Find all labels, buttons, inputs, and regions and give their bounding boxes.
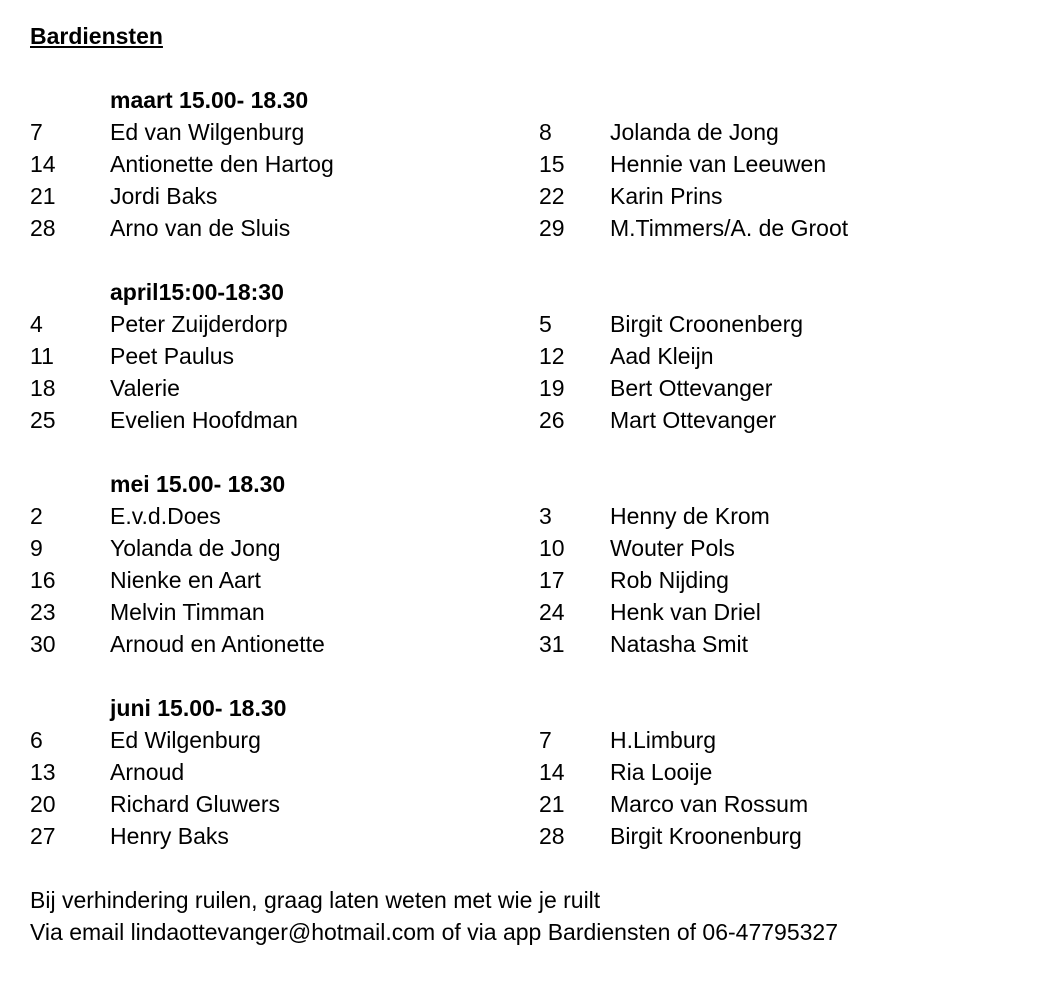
- volunteer-name: Natasha Smit: [610, 631, 749, 657]
- day-number: 21: [539, 791, 565, 817]
- day-number: 29: [539, 215, 565, 241]
- month-section: [30, 84, 1040, 244]
- volunteer-name: Rob Nijding: [610, 567, 729, 593]
- day-number: 22: [539, 183, 565, 209]
- day-number: 18: [30, 375, 56, 401]
- footer-line-contact: Via email lindaottevanger@hotmail.com of via app Bardiensten of 06-47795327: [30, 919, 838, 945]
- volunteer-name: Richard Gluwers: [110, 791, 280, 817]
- day-number: 13: [30, 759, 56, 785]
- month-section: [30, 692, 1040, 852]
- volunteer-name: Arno van de Sluis: [110, 215, 291, 241]
- day-number: 3: [539, 503, 552, 529]
- volunteer-name: Arnoud en Antionette: [110, 631, 325, 657]
- day-number: 28: [539, 823, 565, 849]
- volunteer-name: Henny de Krom: [610, 503, 770, 529]
- schedule-list: [30, 84, 1040, 852]
- footer-notes: [30, 884, 1040, 948]
- volunteer-name: Valerie: [110, 375, 180, 401]
- day-number: 6: [30, 727, 43, 753]
- day-number: 12: [539, 343, 565, 369]
- day-number: 10: [539, 535, 565, 561]
- volunteer-name: Karin Prins: [610, 183, 723, 209]
- footer-line-swap: Bij verhindering ruilen, graag laten weten met wie je ruilt: [30, 887, 601, 913]
- volunteer-name: Henry Baks: [110, 823, 229, 849]
- day-number: 8: [539, 119, 552, 145]
- volunteer-name: Wouter Pols: [610, 535, 735, 561]
- volunteer-name: Evelien Hoofdman: [110, 407, 298, 433]
- volunteer-name: Henk van Driel: [610, 599, 761, 625]
- volunteer-name: Nienke en Aart: [110, 567, 261, 593]
- volunteer-name: Yolanda de Jong: [110, 535, 281, 561]
- volunteer-name: Jordi Baks: [110, 183, 218, 209]
- volunteer-name: Antionette den Hartog: [110, 151, 334, 177]
- schedule-row: [30, 116, 1040, 148]
- day-number: 14: [30, 151, 56, 177]
- day-number: 4: [30, 311, 43, 337]
- day-number: 11: [30, 343, 54, 369]
- schedule-row: [30, 724, 1040, 756]
- schedule-row: [30, 596, 1040, 628]
- day-number: 31: [539, 631, 565, 657]
- day-number: 5: [539, 311, 552, 337]
- schedule-row: [30, 308, 1040, 340]
- schedule-row: [30, 756, 1040, 788]
- volunteer-name: Ria Looije: [610, 759, 713, 785]
- volunteer-name: Arnoud: [110, 759, 185, 785]
- schedule-row: [30, 820, 1040, 852]
- day-number: 21: [30, 183, 56, 209]
- document-page: [30, 20, 1040, 948]
- month-section: [30, 276, 1040, 436]
- schedule-row: [30, 500, 1040, 532]
- volunteer-name: Bert Ottevanger: [610, 375, 773, 401]
- volunteer-name: Jolanda de Jong: [610, 119, 779, 145]
- day-number: 9: [30, 535, 43, 561]
- volunteer-name: M.Timmers/A. de Groot: [610, 215, 849, 241]
- schedule-row: [30, 180, 1040, 212]
- day-number: 15: [539, 151, 565, 177]
- volunteer-name: Marco van Rossum: [610, 791, 809, 817]
- volunteer-name: Birgit Croonenberg: [610, 311, 804, 337]
- volunteer-name: Ed Wilgenburg: [110, 727, 261, 753]
- schedule-row: [30, 628, 1040, 660]
- day-number: 7: [30, 119, 43, 145]
- day-number: 20: [30, 791, 56, 817]
- day-number: 19: [539, 375, 565, 401]
- month-header: maart 15.00- 18.30: [110, 87, 309, 113]
- volunteer-name: Peet Paulus: [110, 343, 235, 369]
- schedule-row: [30, 212, 1040, 244]
- schedule-row: [30, 404, 1040, 436]
- volunteer-name: Peter Zuijderdorp: [110, 311, 288, 337]
- day-number: 26: [539, 407, 565, 433]
- day-number: 28: [30, 215, 56, 241]
- volunteer-name: Birgit Kroonenburg: [610, 823, 802, 849]
- volunteer-name: Melvin Timman: [110, 599, 265, 625]
- day-number: 25: [30, 407, 56, 433]
- volunteer-name: Aad Kleijn: [610, 343, 714, 369]
- day-number: 24: [539, 599, 565, 625]
- volunteer-name: H.Limburg: [610, 727, 717, 753]
- month-header: juni 15.00- 18.30: [110, 695, 287, 721]
- volunteer-name: E.v.d.Does: [110, 503, 221, 529]
- schedule-row: [30, 788, 1040, 820]
- schedule-row: [30, 532, 1040, 564]
- volunteer-name: Mart Ottevanger: [610, 407, 777, 433]
- day-number: 27: [30, 823, 56, 849]
- schedule-row: [30, 372, 1040, 404]
- schedule-row: [30, 340, 1040, 372]
- month-header: april15:00-18:30: [110, 279, 284, 305]
- document-title: Bardiensten: [30, 23, 163, 49]
- day-number: 30: [30, 631, 56, 657]
- day-number: 17: [539, 567, 565, 593]
- day-number: 7: [539, 727, 552, 753]
- month-header: mei 15.00- 18.30: [110, 471, 286, 497]
- schedule-row: [30, 564, 1040, 596]
- schedule-row: [30, 148, 1040, 180]
- month-section: [30, 468, 1040, 660]
- day-number: 14: [539, 759, 565, 785]
- volunteer-name: Ed van Wilgenburg: [110, 119, 305, 145]
- day-number: 23: [30, 599, 56, 625]
- day-number: 16: [30, 567, 56, 593]
- day-number: 2: [30, 503, 43, 529]
- volunteer-name: Hennie van Leeuwen: [610, 151, 827, 177]
